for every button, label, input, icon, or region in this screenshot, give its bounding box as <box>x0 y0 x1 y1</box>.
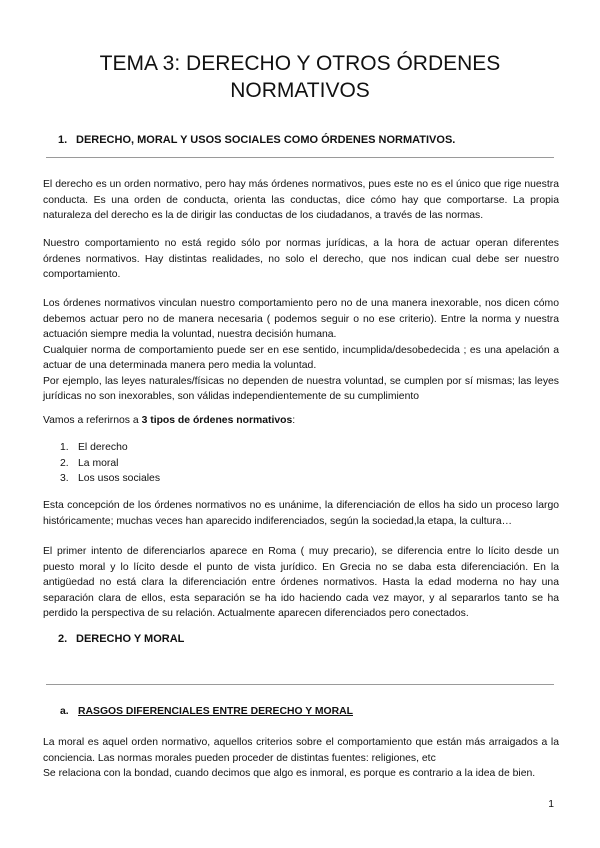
paragraph-comportamiento: Nuestro comportamiento no está regido sólo por normas jurídicas, a la hora de actuar operan diferentes órdenes normativos. Hay distintas realidades, no solo el derecho, que nos indican cual debe ser nuestro comportamiento. <box>43 238 559 280</box>
paragraph-ordenes-line-2: Cualquier norma de comportamiento puede ser en ese sentido, incumplida/desobedecida ; es una apelación a actuar de una determinada manera pero media la voluntad. <box>43 344 559 371</box>
paragraph-tipos-intro <box>43 413 559 429</box>
section-1-divider <box>46 157 554 158</box>
tipos-intro-prefix: Vamos a referirnos a <box>43 415 142 426</box>
paragraph-ordenes-vinculan <box>43 296 559 405</box>
page-title-line-1: TEMA 3: DERECHO Y OTROS ÓRDENES <box>99 52 501 75</box>
tipos-intro-bold: 3 tipos de órdenes normativos <box>141 415 293 426</box>
section-1-heading <box>58 134 455 146</box>
paragraph-ordenes-line-1: Los órdenes normativos vinculan nuestro comportamiento pero no de una manera inexorable, nos dicen cómo debemos actuar pero no de manera necesaria ( podemos seguir o no ese criterio). Entre la norma y nuestra actuación siempre media la voluntad, nuestra decisión humana. <box>43 298 559 340</box>
page-title-line-2: NORMATIVOS <box>230 79 370 102</box>
subsection-a-title: RASGOS DIFERENCIALES ENTRE DERECHO Y MORAL <box>78 706 353 717</box>
section-1-number: 1. <box>58 134 68 146</box>
paragraph-moral <box>43 735 559 782</box>
tipos-intro-suffix: : <box>292 415 296 426</box>
paragraph-concepcion: Esta concepción de los órdenes normativos no es unánime, la diferenciación de ellos ha sido un proceso largo históricamente; muchas veces han aparecido indiferenciados, según la sociedad,la etapa, la cultura… <box>43 500 559 527</box>
paragraph-roma: El primer intento de diferenciarlos aparece en Roma ( muy precario), se diferencia entre lo lícito desde un puesto moral y lo lícito desde el punto de vista jurídico. En Grecia no se daba esta diferenciación. En la antigüedad no está clara la diferenciación entre órdenes normativos. Hasta la edad moderna no hay una separación clara de ellos, esta separación se ha ido haciendo cada vez mayor, y al separarlos tanto se ha perdido la perspectiva de su relación. Actualmente aparecen diferenciados pero conectados. <box>43 546 559 619</box>
list-item-number: 1. <box>60 442 69 453</box>
list-item <box>60 440 160 456</box>
page-number: 1 <box>548 799 554 810</box>
paragraph-derecho-orden: El derecho es un orden normativo, pero hay más órdenes normativos, pues este no es el único que rige nuestra conducta. Es una orden de conducta, orienta las conductas, dice cómo hay que comportarse. La propia naturaleza del derecho es la de dirigir las conductas de los ciudadanos, a través de las normas. <box>43 179 559 221</box>
list-item-number: 3. <box>60 473 69 484</box>
section-2-divider <box>46 684 554 685</box>
list-item-label: La moral <box>78 457 119 469</box>
paragraph-moral-line-1: La moral es aquel orden normativo, aquellos criterios sobre el comportamiento que están más arraigados a la conciencia. Las normas morales pueden proceder de distintas fuentes: religiones, etc <box>43 737 559 764</box>
types-list <box>60 440 160 487</box>
paragraph-ordenes-line-3: Por ejemplo, las leyes naturales/físicas no dependen de nuestra voluntad, se cumplen por sí mismas; las leyes jurídicas no son inexorables, son válidas independientemente de su cumplimiento <box>43 375 559 402</box>
paragraph-moral-line-2: Se relaciona con la bondad, cuando decimos que algo es inmoral, es porque es contrario a la idea de bien. <box>43 768 536 779</box>
section-2-number: 2. <box>58 633 68 645</box>
list-item <box>60 456 160 472</box>
list-item-number: 2. <box>60 457 69 469</box>
section-1-title: DERECHO, MORAL Y USOS SOCIALES COMO ÓRDENES NORMATIVOS. <box>76 134 456 146</box>
section-2-title: DERECHO Y MORAL <box>76 633 185 645</box>
subsection-a-letter: a. <box>60 706 69 717</box>
subsection-a-heading <box>60 706 353 717</box>
list-item-label: Los usos sociales <box>78 473 161 484</box>
section-2-heading <box>58 633 184 645</box>
page-title <box>60 50 540 104</box>
list-item <box>60 471 160 487</box>
list-item-label: El derecho <box>78 442 128 453</box>
